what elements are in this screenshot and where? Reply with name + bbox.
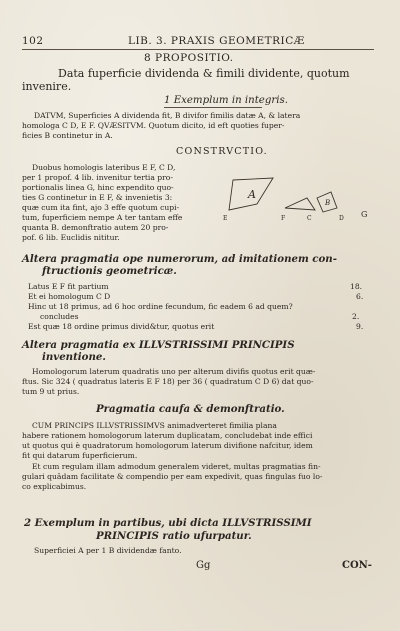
pragmatia1-row2-label: Et ei homologum C D [28,292,111,301]
pragmatia2-line: tum 9 ut prius. [22,387,80,396]
figure-label-g: G [361,210,368,219]
demonstration-line: gulari quâdam facilitate & compendio per eam expedivit, quas fingulas fuo lo- [22,472,323,481]
pragmatia2-line: Homologorum laterum quadratis uno per alterum divifis quotus erit quæ- [32,367,316,376]
pragmatia1-line4: concludes [40,312,79,321]
pragmatia1-line5-value: 9. [356,322,364,331]
demonstration-line: CUM PRINCIPS ILLVSTRISSIMVS animadverteret fimilia plana [32,421,277,430]
pragmatia2-line: ftus. Sic 324 ( quadratus lateris E F 18) per 36 ( quadratum C D 6) dat quo- [22,377,314,386]
demonstration-line: co explicabimus. [22,482,87,491]
example2-first-line: Superficiei A per 1 B dividendæ fanto. [34,546,182,555]
pragmatia1-row1-label: Latus E F fit partium [28,282,109,291]
proposition-statement-line2: invenire. [22,80,72,93]
demonstration-line: fit qui datarum fuperficierum. [22,451,138,460]
signature-mark: Gg [196,560,211,571]
demonstration-line: ut quotus qui è quadratorum homologorum laterum divifione nafcitur, idem [22,441,313,450]
construction-title: CONSTRVCTIO. [176,146,268,157]
construction-line: per 1 propof. 4 lib. invenitur tertia pro- [22,173,173,182]
datum-line2: homologa C D, E F. QVÆSITVM. Quotum dicito, id eft quoties fuper- [22,121,285,130]
pragmatia1-title-line1: Altera pragmatia ope numerorum, ad imitationem con- [22,253,337,265]
example2-title-line1: 2 Exemplum in partibus, ubi dicta ILLVSTRISSIMI [24,517,312,529]
pragmatia2-title-line1: Altera pragmatia ex ILLVSTRISSIMI PRINCIPIS [22,339,295,351]
header-rule [22,49,374,50]
demonstration-line: Et cum regulam illam admodum generalem videret, multas pragmatias fin- [32,462,321,471]
proposition-number: 8 PROPOSITIO. [144,52,234,64]
figure-label-c: C [307,215,312,222]
construction-line: quæ cum ita fint, ajo 3 effe quotum cupi- [22,203,180,212]
construction-line: ties G continetur in E F, & invenietis 3: [22,193,173,202]
example1-title-underline [164,107,262,108]
geometric-figure [215,170,375,226]
pragmatia1-line4-value: 2. [352,312,360,321]
running-title: LIB. 3. PRAXIS GEOMETRICÆ [128,35,305,47]
catchword: CON- [342,560,372,571]
demonstration-title: Pragmatia caufa & demonftratio. [96,403,285,415]
page-number: 102 [22,35,44,47]
proposition-statement-line1: Data fuperficie dividenda & fimili dividente, quotum [58,67,350,80]
pragmatia1-line3: Hinc ut 18 primus, ad 6 hoc ordine fecundum, fic eadem 6 ad quem? [28,302,293,311]
datum-line3: ficies B continetur in A. [22,131,113,140]
pragmatia1-title-line2: ftructionis geometricæ. [42,265,177,277]
demonstration-line: habere rationem homologorum laterum duplicatam, concludebat inde effici [22,431,313,440]
pragmatia1-row1-value: 18. [350,282,363,291]
construction-line: Duobus homologis lateribus E F, C D, [32,163,176,172]
example1-title: 1 Exemplum in integris. [164,95,288,106]
superficies-b-shape [285,198,315,210]
pragmatia1-row2-value: 6. [356,292,364,301]
construction-line: portionalis linea G, hinc expendito quo- [22,183,174,192]
datum-line1: DATVM, Superficies A dividenda fit, B divifor fimilis datæ A, & latera [34,111,301,120]
figure-label-f: F [281,215,286,222]
construction-line: tum, fuperficiem nempe A ter tantam effe [22,213,183,222]
figure-label-b: B [325,199,331,207]
pragmatia1-line5: Est quæ 18 ordine primus divid&tur, quotus erit [28,322,215,331]
figure-label-e: E [223,215,228,222]
pragmatia2-title-line2: inventione. [42,351,106,363]
construction-line: quanta B. demonftratio autem 20 pro- [22,223,169,232]
figure-label-a: A [248,188,256,201]
example2-title-line2: PRINCIPIS ratio ufurpatur. [96,530,252,542]
construction-line: pof. 6 lib. Euclidis nititur. [22,233,120,242]
figure-label-d: D [339,215,344,222]
